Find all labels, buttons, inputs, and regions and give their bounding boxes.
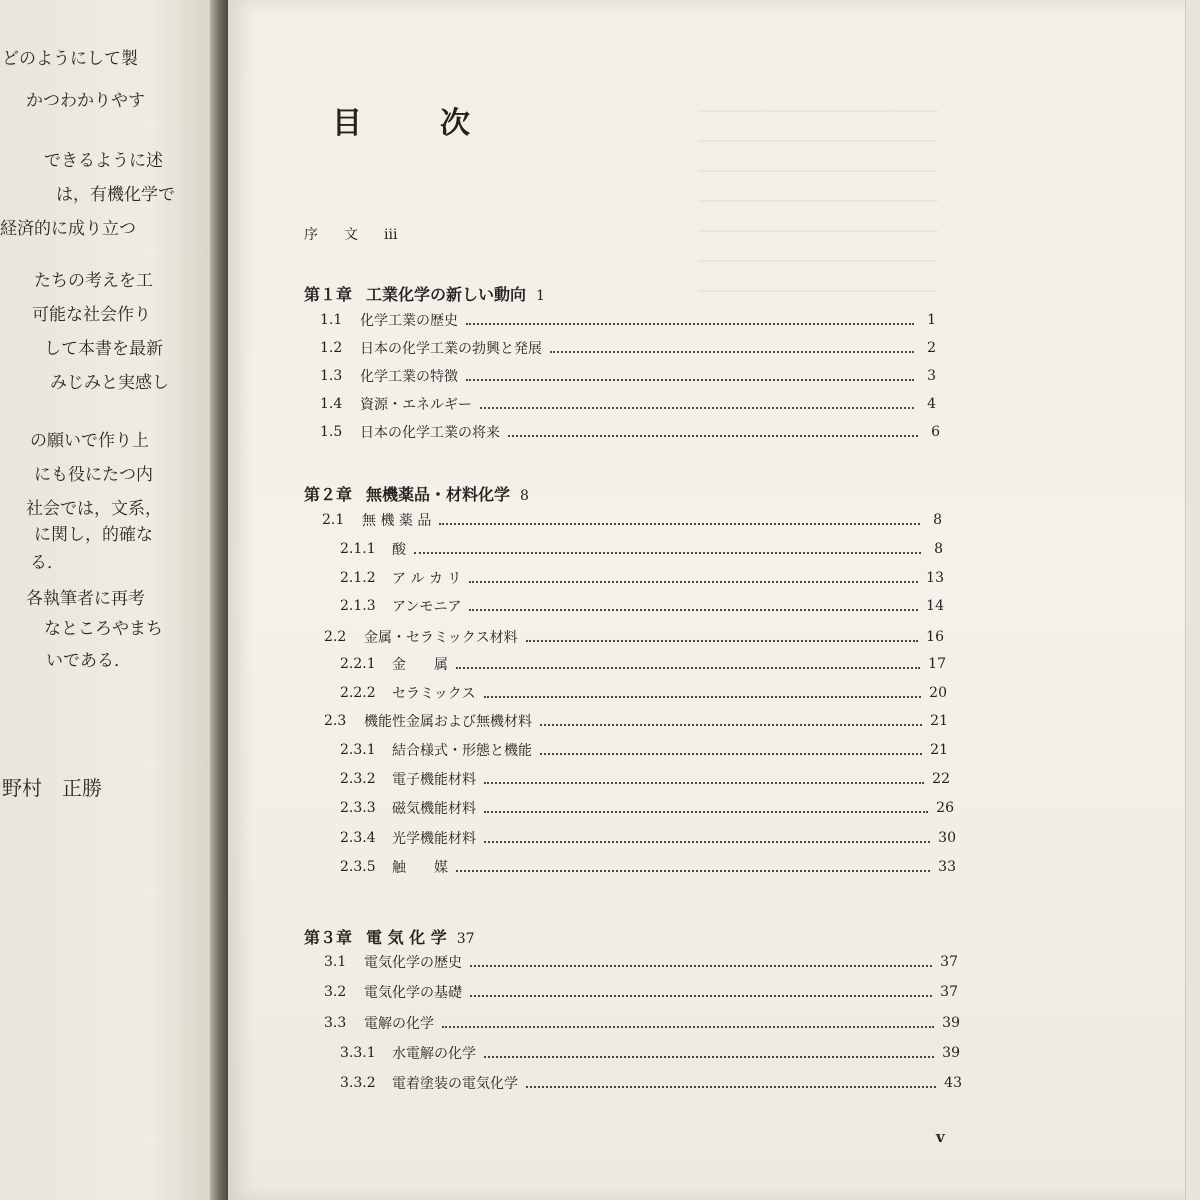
toc-entry	[320, 337, 936, 359]
chapter-heading	[304, 925, 475, 948]
toc-entry	[324, 710, 948, 732]
dot-leader	[469, 609, 918, 611]
entry-number: 2.2.2	[340, 685, 376, 701]
entry-number: 2.3.5	[340, 859, 376, 875]
entry-title: 機能性金属および無機材料	[364, 714, 532, 730]
entry-number: 1.5	[320, 424, 343, 440]
toc-entry	[324, 626, 944, 648]
toc-entry	[340, 856, 956, 878]
dot-leader	[508, 435, 918, 437]
entry-number: 2.1	[322, 512, 345, 528]
entry-page: 22	[932, 771, 950, 787]
entry-page: 39	[942, 1015, 960, 1031]
entry-page: 17	[928, 656, 946, 672]
toc-entry	[340, 739, 948, 761]
toc-entry	[320, 393, 936, 415]
left-page-text	[0, 0, 214, 1200]
dot-leader	[456, 870, 930, 872]
toc-entry	[340, 827, 956, 849]
preface-page: iii	[384, 227, 398, 243]
entry-title: セラミックス	[392, 686, 476, 702]
dot-leader	[466, 379, 914, 381]
chapter-title: 工業化学の新しい動向	[366, 285, 527, 304]
dot-leader	[470, 995, 932, 997]
dot-leader	[484, 782, 924, 784]
toc-preface	[304, 224, 397, 244]
entry-number: 2.1.1	[340, 541, 376, 557]
entry-number: 1.1	[320, 312, 343, 328]
left-line: たちの考えを工	[34, 271, 153, 291]
entry-title: 電子機能材料	[392, 772, 476, 788]
entry-page: 14	[926, 598, 944, 614]
chapter-heading	[304, 282, 545, 305]
page-edge	[1185, 0, 1200, 1200]
entry-number: 1.4	[320, 396, 343, 412]
left-line: 各執筆者に再考	[26, 589, 145, 609]
dot-leader	[484, 841, 930, 843]
dot-leader	[540, 724, 922, 726]
entry-number: 3.3	[324, 1015, 347, 1031]
entry-title: 電気化学の基礎	[364, 985, 462, 1001]
dot-leader	[526, 1086, 936, 1088]
toc-entry	[340, 797, 954, 819]
entry-title: 無 機 薬 品	[362, 513, 432, 529]
left-line: る．	[30, 553, 64, 573]
entry-number: 2.3	[324, 713, 347, 729]
entry-number: 2.3.4	[340, 830, 376, 846]
entry-page: 20	[929, 685, 947, 701]
entry-title: 水電解の化学	[392, 1046, 476, 1062]
dot-leader	[469, 581, 918, 583]
dot-leader	[484, 696, 922, 698]
chapter-heading	[304, 482, 529, 505]
entry-title: 日本の化学工業の勃興と発展	[360, 341, 542, 357]
entry-number: 2.2.1	[340, 656, 376, 672]
left-line: にも役にたつ内	[34, 465, 153, 485]
entry-number: 2.3.2	[340, 771, 376, 787]
entry-page: 37	[940, 984, 958, 1000]
entry-title: 磁気機能材料	[392, 801, 476, 817]
toc-entry	[340, 768, 950, 790]
toc-entry	[322, 509, 942, 531]
dot-leader	[456, 667, 920, 669]
entry-page: 33	[938, 859, 956, 875]
entry-title: 金 属	[392, 657, 448, 673]
entry-page: 39	[942, 1045, 960, 1061]
chapter-page: 8	[520, 488, 529, 504]
toc-entry	[324, 981, 958, 1003]
entry-title: 光学機能材料	[392, 831, 476, 847]
author-name: 野村 正勝	[2, 776, 102, 800]
entry-title: 日本の化学工業の将来	[360, 425, 500, 441]
toc-entry	[324, 1012, 960, 1034]
toc-entry	[340, 595, 944, 617]
left-book-page	[0, 0, 214, 1200]
toc-entry	[340, 653, 946, 675]
dot-leader	[470, 965, 932, 967]
dot-leader	[484, 1056, 934, 1058]
toc-entry	[320, 421, 940, 443]
entry-title: 化学工業の歴史	[360, 313, 458, 329]
left-line: は，有機化学で	[56, 185, 175, 205]
toc	[228, 0, 1200, 1200]
entry-page: 8	[934, 541, 943, 557]
left-line: どのようにして製	[2, 49, 138, 69]
left-line: いである．	[46, 651, 131, 671]
chapter-title: 無機薬品・材料化学	[366, 485, 511, 504]
chapter-page: 1	[536, 288, 545, 304]
entry-number: 3.3.1	[340, 1045, 376, 1061]
entry-title: 金属・セラミックス材料	[364, 630, 518, 646]
toc-entry	[340, 567, 944, 589]
toc-entry	[320, 365, 936, 387]
entry-number: 2.1.3	[340, 598, 376, 614]
chapter-label: 第１章	[304, 285, 353, 304]
entry-number: 1.2	[320, 340, 343, 356]
chapter-page: 37	[456, 931, 475, 947]
dot-leader	[526, 640, 919, 642]
entry-title: 触 媒	[392, 860, 448, 876]
dot-leader	[540, 753, 922, 755]
entry-number: 2.3.3	[340, 800, 376, 816]
toc-entry	[324, 951, 958, 973]
dot-leader	[466, 323, 914, 325]
toc-title: 目次	[332, 106, 548, 141]
left-line: して本書を最新	[44, 339, 163, 359]
toc-entry	[340, 1072, 962, 1094]
left-line: に関し，的確な	[34, 525, 153, 545]
entry-page: 6	[931, 424, 940, 440]
toc-entry	[340, 682, 947, 704]
entry-page: 8	[933, 512, 942, 528]
entry-title: 電気化学の歴史	[364, 955, 462, 971]
dot-leader	[550, 351, 914, 353]
entry-page: 37	[940, 954, 958, 970]
left-line: みじみと実感し	[50, 373, 169, 393]
preface-label: 序文	[304, 227, 384, 243]
left-line: 可能な社会作り	[32, 305, 151, 325]
entry-page: 16	[926, 629, 944, 645]
toc-entry	[340, 538, 943, 560]
entry-page: 2	[927, 340, 936, 356]
dot-leader	[439, 523, 920, 525]
entry-page: 21	[930, 742, 948, 758]
chapter-label: 第３章	[304, 928, 353, 947]
left-line: なところやまち	[44, 619, 163, 639]
page-number: v	[936, 1128, 945, 1146]
entry-page: 26	[936, 800, 954, 816]
entry-number: 2.1.2	[340, 570, 376, 586]
chapter-title: 電 気 化 学	[366, 928, 447, 947]
entry-number: 1.3	[320, 368, 343, 384]
entry-page: 30	[938, 830, 956, 846]
left-line: の願いで作り上	[30, 431, 149, 451]
entry-page: 4	[927, 396, 936, 412]
entry-number: 3.3.2	[340, 1075, 376, 1091]
chapter-label: 第２章	[304, 485, 353, 504]
dot-leader	[480, 407, 914, 409]
entry-title: アンモニア	[392, 599, 462, 615]
left-line: 経済的に成り立つ	[0, 219, 136, 239]
left-line: かつわかりやす	[26, 91, 145, 111]
entry-title: 結合様式・形態と機能	[392, 743, 532, 759]
entry-page: 3	[927, 368, 936, 384]
dot-leader	[484, 811, 928, 813]
entry-title: 資源・エネルギー	[360, 397, 472, 413]
table-of-contents-page	[228, 0, 1200, 1200]
entry-number: 3.2	[324, 984, 347, 1000]
dot-leader	[414, 552, 921, 554]
entry-page: 21	[930, 713, 948, 729]
left-line: できるように述	[44, 151, 163, 171]
entry-page: 43	[944, 1075, 962, 1091]
left-line: 社会では，文系，	[26, 499, 162, 519]
entry-title: 電着塗装の電気化学	[392, 1076, 518, 1092]
entry-number: 2.2	[324, 629, 347, 645]
entry-number: 2.3.1	[340, 742, 376, 758]
entry-title: ア ル カ リ	[392, 571, 462, 587]
toc-entry	[340, 1042, 960, 1064]
dot-leader	[442, 1026, 934, 1028]
entry-number: 3.1	[324, 954, 347, 970]
entry-title: 電解の化学	[364, 1016, 434, 1032]
toc-entry	[320, 309, 936, 331]
entry-title: 酸	[392, 542, 406, 558]
entry-page: 13	[926, 570, 944, 586]
entry-page: 1	[927, 312, 936, 328]
entry-title: 化学工業の特徴	[360, 369, 458, 385]
